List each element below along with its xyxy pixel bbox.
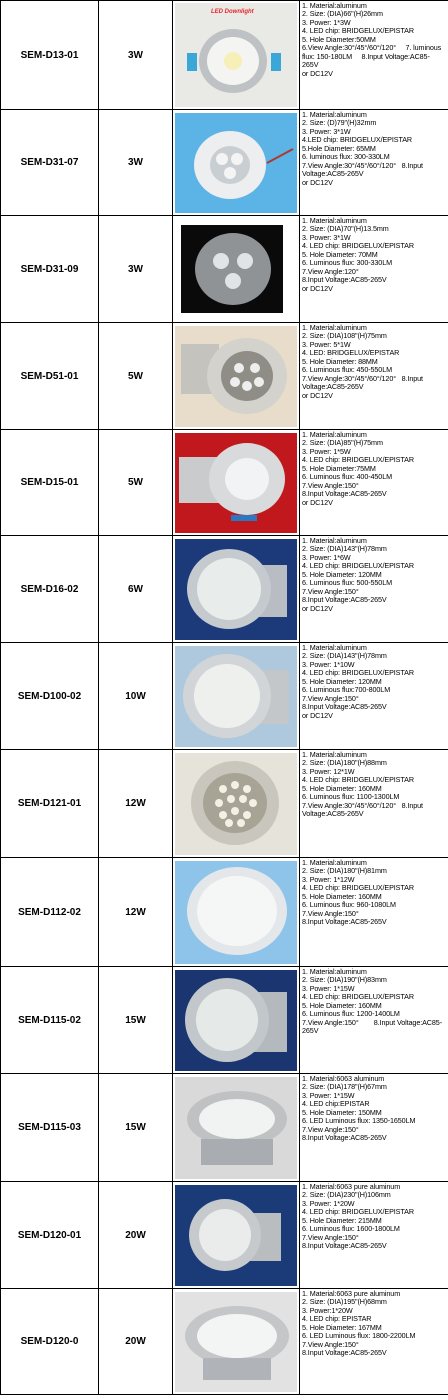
product-photo-cell bbox=[173, 1289, 300, 1395]
power-cell: 12W bbox=[99, 858, 173, 967]
spec-cell: 1. Material:6063 aluminum 2. Size: (DIA)178"(H)67mm 3. Power: 1*15W 4. LED chip:EPISTAR 5. Hole Diameter: 150MM 6. LED Luminous flux: 1350-1650LM 7.View Angle:150° 8.Input Voltage:AC85-265V bbox=[300, 1074, 448, 1182]
power-cell: 10W bbox=[99, 643, 173, 750]
table-row bbox=[1, 323, 448, 430]
product-photo-cell bbox=[173, 643, 300, 750]
product-photo-cell bbox=[173, 1074, 300, 1182]
product-photo-cell bbox=[173, 323, 300, 430]
model-cell: SEM-D115-03 bbox=[1, 1074, 99, 1182]
model-cell: SEM-D13-01 bbox=[1, 1, 99, 110]
image-label: LED Downlight bbox=[211, 9, 254, 15]
power-cell: 3W bbox=[99, 216, 173, 323]
spec-cell: 1. Material:aluminum 2. Size: (DIA)143"(H)78mm 3. Power: 1*10W 4. LED chip: BRIDGELUX/EPISTAR 5. Hole Diameter: 120MM 6. Luminous flux:700-800LM 7.View Angle:150° 8.Input Voltage:AC85-265V or DC12V bbox=[300, 643, 448, 750]
downlight-photo bbox=[175, 970, 297, 1071]
table-row bbox=[1, 967, 448, 1074]
model-cell: SEM-D115-02 bbox=[1, 967, 99, 1074]
table-row bbox=[1, 1074, 448, 1182]
product-photo-cell bbox=[173, 967, 300, 1074]
model-cell: SEM-D31-07 bbox=[1, 110, 99, 216]
downlight-photo bbox=[175, 3, 297, 107]
spec-cell: 1. Material:aluminum 2. Size: (DIA)190"(H)83mm 3. Power: 1*15W 4. LED chip: BRIDGELUX/EPISTAR 5. Hole Diameter: 160MM 6. Luminous flux: 1200-1400LM 7.View Angle:150° 8.Input Voltage:AC85-265V bbox=[300, 967, 448, 1074]
spec-cell: 1. Material:aluminum 2. Size: (DIA)180"(H)81mm 3. Power: 1*12W 4. LED chip: BRIDGELUX/EPISTAR 5. Hole Diameter: 160MM 6. Luminous flux: 960-1080LM 7.View Angle:150° 8.Input Voltage:AC85-265V bbox=[300, 858, 448, 967]
downlight-photo bbox=[175, 326, 297, 427]
model-cell: SEM-D51-01 bbox=[1, 323, 99, 430]
power-cell: 20W bbox=[99, 1182, 173, 1289]
product-photo-cell bbox=[173, 1182, 300, 1289]
product-photo-cell bbox=[173, 216, 300, 323]
spec-cell: 1. Material:aluminum 2. Size: (DIA)180"(H)88mm 3. Power: 12*1W 4. LED chip: BRIDGELUX/EPISTAR 5. Hole Diameter: 160MM 6. Luminous flux: 1100-1300LM 7.View Angle:30°/45°/60°/120° 8.Input Voltage:AC85-265V bbox=[300, 750, 448, 858]
product-photo-cell bbox=[173, 1, 300, 110]
model-cell: SEM-D120-0 bbox=[1, 1289, 99, 1395]
spec-cell: 1. Material:aluminum 2. Size: (D)79"(H)32mm 3. Power: 3*1W 4.LED chip: BRIDGELUX/EPISTAR 5.Hole Diameter: 65MM 6. luminous flux: 300-330LM 7.View Angle:30°/45°/60°/120° 8.Input Voltage:AC85-265V or DC12V bbox=[300, 110, 448, 216]
downlight-photo bbox=[175, 1077, 297, 1179]
power-cell: 6W bbox=[99, 536, 173, 643]
table-row bbox=[1, 858, 448, 967]
spec-cell: 1. Material:aluminum 2. Size: (DIA)108"(H)75mm 3. Power: 5*1W 4. LED: BRIDGELUX/EPISTAR 5. Hole Diameter: 88MM 6. Luminous flux: 450-550LM 7.View Angle:30°/45°/60°/120° 8.Input Voltage:AC85-265V or DC12V bbox=[300, 323, 448, 430]
downlight-photo bbox=[175, 753, 297, 855]
downlight-photo bbox=[175, 113, 297, 213]
power-cell: 15W bbox=[99, 1074, 173, 1182]
spec-cell: 1. Material:aluminum 2. Size: (DIA)66"(H)26mm 3. Power: 1*3W 4. LED chip: BRIDGELUX/EPISTAR 5. Hole Diameter:50MM 6.View Angle:30°/45°/60°/120° 7. luminous flux: 150-180LM 8.Input Voltage:AC85-265V or DC12V bbox=[300, 1, 448, 110]
downlight-photo bbox=[175, 433, 297, 533]
downlight-photo bbox=[175, 646, 297, 747]
power-cell: 12W bbox=[99, 750, 173, 858]
power-cell: 5W bbox=[99, 323, 173, 430]
power-cell: 20W bbox=[99, 1289, 173, 1395]
power-cell: 5W bbox=[99, 430, 173, 536]
spec-cell: 1. Material:aluminum 2. Size: (DIA)70"(H)13.5mm 3. Power: 3*1W 4. LED chip: BRIDGELUX/EPISTAR 5. Hole Diameter: 70MM 6. Luminous flux: 300-330LM 7.View Angle:120° 8.Input Voltage:AC85-265V or DC12V bbox=[300, 216, 448, 323]
table-row bbox=[1, 430, 448, 536]
model-cell: SEM-D15-01 bbox=[1, 430, 99, 536]
downlight-photo bbox=[175, 861, 297, 964]
model-cell: SEM-D120-01 bbox=[1, 1182, 99, 1289]
table-row bbox=[1, 1289, 448, 1395]
model-cell: SEM-D16-02 bbox=[1, 536, 99, 643]
spec-cell: 1. Material:6063 pure aluminum 2. Size: (DIA)195"(H)68mm 3. Power:1*20W 4. LED chip: EPISTAR 5. Hole Diameter: 167MM 6. LED Luminous flux: 1800-2200LM 7.View Angle:150° 8.Input Voltage:AC85-265V bbox=[300, 1289, 448, 1395]
downlight-photo bbox=[175, 1185, 297, 1286]
downlight-photo bbox=[175, 219, 297, 320]
table-row bbox=[1, 750, 448, 858]
model-cell: SEM-D121-01 bbox=[1, 750, 99, 858]
table-row bbox=[1, 536, 448, 643]
table-row bbox=[1, 1182, 448, 1289]
product-photo-cell bbox=[173, 858, 300, 967]
product-photo-cell bbox=[173, 430, 300, 536]
model-cell: SEM-D112-02 bbox=[1, 858, 99, 967]
spec-cell: 1. Material:aluminum 2. Size: (DIA)143"(H)78mm 3. Power: 1*6W 4. LED chip: BRIDGELUX/EPISTAR 5. Hole Diameter: 120MM 6. Luminous flux: 500-550LM 7.View Angle:150° 8.Input Voltage:AC85-265V or DC12V bbox=[300, 536, 448, 643]
downlight-photo bbox=[175, 539, 297, 640]
model-cell: SEM-D100-02 bbox=[1, 643, 99, 750]
model-cell: SEM-D31-09 bbox=[1, 216, 99, 323]
spec-cell: 1. Material:6063 pure aluminum 2. Size: (DIA)230"(H)106mm 3. Power: 1*20W 4. LED chip: BRIDGELUX/EPISTAR 5. Hole Diameter: 215MM 6. Luminous flux: 1600-1800LM 7.View Angle:150° 8.Input Voltage:AC85-265V bbox=[300, 1182, 448, 1289]
downlight-photo bbox=[175, 1292, 297, 1392]
power-cell: 3W bbox=[99, 1, 173, 110]
power-cell: 15W bbox=[99, 967, 173, 1074]
table-row bbox=[1, 643, 448, 750]
product-photo-cell bbox=[173, 750, 300, 858]
table-row bbox=[1, 1, 448, 110]
table-row bbox=[1, 110, 448, 216]
table-row bbox=[1, 216, 448, 323]
power-cell: 3W bbox=[99, 110, 173, 216]
spec-cell: 1. Material:aluminum 2. Size: (DIA)85"(H)75mm 3. Power: 1*5W 4. LED chip: BRIDGELUX/EPISTAR 5. Hole Diameter:75MM 6. Luminous flux: 400-450LM 7.View Angle:150° 8.Input Voltage:AC85-265V or DC12V bbox=[300, 430, 448, 536]
product-photo-cell bbox=[173, 110, 300, 216]
product-photo-cell bbox=[173, 536, 300, 643]
